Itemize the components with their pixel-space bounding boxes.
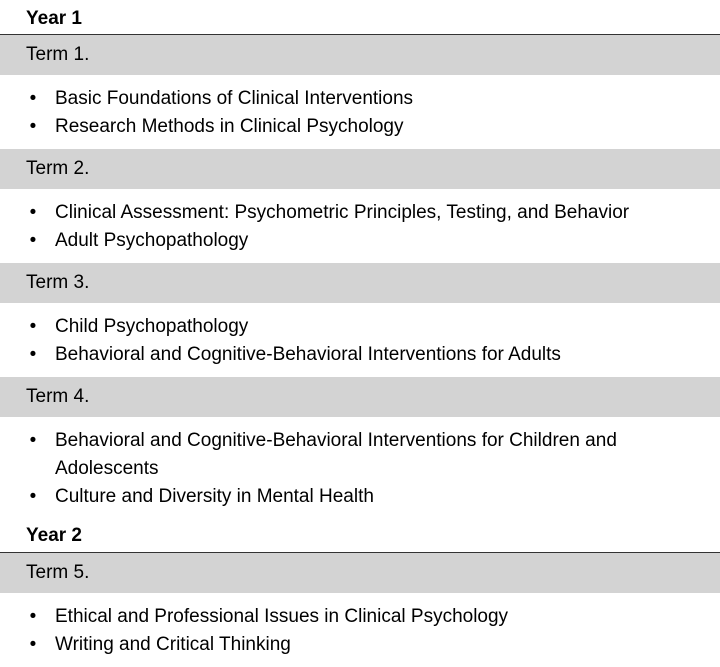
term-heading: Term 3. — [0, 263, 720, 303]
course-item — [0, 113, 720, 141]
bullet-icon: • — [29, 316, 37, 337]
bullet-icon: • — [29, 230, 37, 251]
course-item — [0, 603, 720, 631]
course-title: Ethical and Professional Issues in Clinical Psychology — [55, 606, 509, 627]
course-title: Culture and Diversity in Mental Health — [55, 486, 374, 507]
course-item — [0, 313, 720, 341]
term-heading: Term 1. — [0, 35, 720, 75]
term-heading: Term 4. — [0, 377, 720, 417]
course-title: Behavioral and Cognitive-Behavioral Interventions for Children and Adolescents — [55, 430, 617, 479]
bullet-icon: • — [29, 634, 37, 655]
course-item — [0, 341, 720, 369]
course-item — [0, 483, 720, 511]
course-title: Child Psychopathology — [55, 316, 249, 337]
bullet-icon: • — [29, 430, 37, 451]
bullet-icon: • — [29, 88, 37, 109]
year-heading: Year 1 — [0, 0, 720, 35]
course-item — [0, 631, 720, 659]
course-item — [0, 85, 720, 113]
bullet-icon: • — [29, 116, 37, 137]
course-title: Research Methods in Clinical Psychology — [55, 116, 404, 137]
course-item — [0, 427, 720, 483]
course-list — [0, 189, 720, 263]
course-item — [0, 199, 720, 227]
course-title: Adult Psychopathology — [55, 230, 249, 251]
course-title: Behavioral and Cognitive-Behavioral Interventions for Adults — [55, 344, 561, 365]
year-heading: Year 2 — [0, 519, 720, 553]
course-title: Basic Foundations of Clinical Interventions — [55, 88, 414, 109]
course-list — [0, 303, 720, 377]
bullet-icon: • — [29, 344, 37, 365]
bullet-icon: • — [29, 606, 37, 627]
term-heading: Term 2. — [0, 149, 720, 189]
term-heading: Term 5. — [0, 553, 720, 593]
course-list — [0, 75, 720, 149]
course-title: Writing and Critical Thinking — [55, 634, 291, 655]
course-list — [0, 593, 720, 667]
course-title: Clinical Assessment: Psychometric Principles, Testing, and Behavior — [55, 202, 630, 223]
bullet-icon: • — [29, 202, 37, 223]
bullet-icon: • — [29, 486, 37, 507]
course-item — [0, 227, 720, 255]
course-list — [0, 417, 720, 519]
